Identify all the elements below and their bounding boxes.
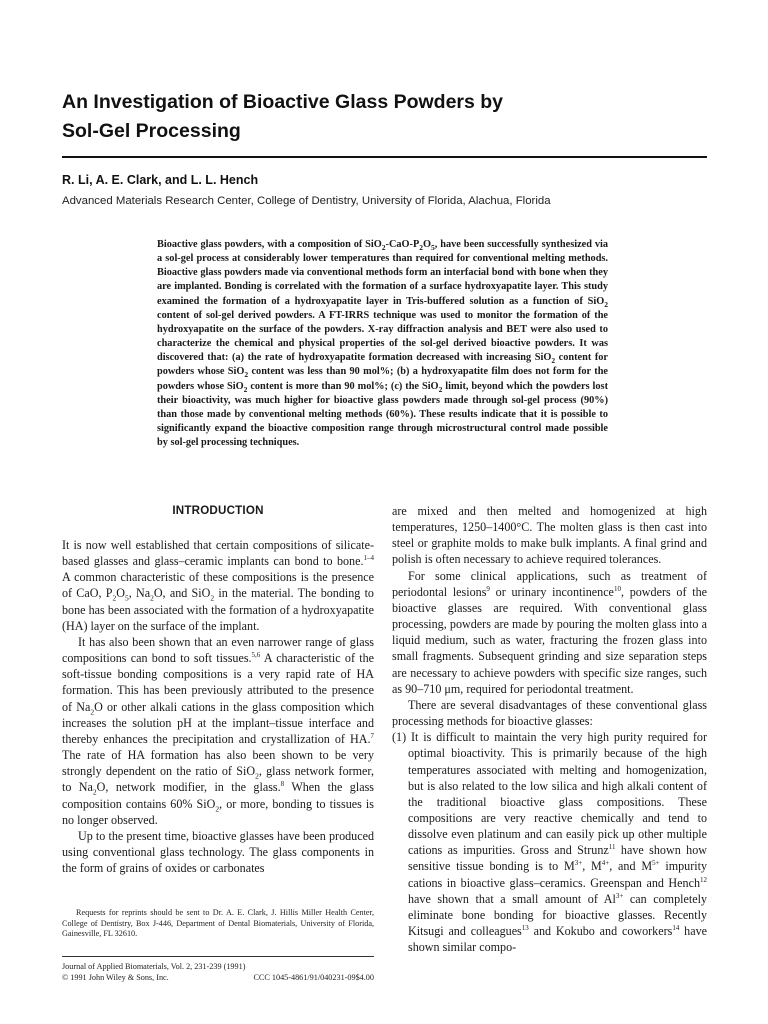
list-item-1: (1) It is difficult to maintain the very high purity required for optimal bioactivity. This is primarily because of the high temperatures associated with melting and homogenization, but is also related to the low silica and high alkali content of the traditional bioactive glass compositions. These compositions are very reactive chemically and tend to dissolve even platinum and can easily pick up other multiple cations as impurities. Gross and Strunz$^{11}$ have shown how sensitive tissue bonding is to $M^{3+}$, $M^{4+}$, and $M^{5+}$ impurity cations in bioactive glass–ceramics. Greenspan and Hench$^{12}$ have shown that a small amount of $Al^{3+}$ can completely eliminate bone bonding for bioactive glasses. Recently Kitsugi and colleagues$^{13}$ and Kokubo and coworkers$^{14}$ have shown similar compo- bbox=[392, 730, 707, 955]
affiliation: Advanced Materials Research Center, College of Dentistry, University of Florida, Alachua, Florida bbox=[62, 195, 551, 207]
right-paragraph-1: are mixed and then melted and homogenized at high temperatures, 1250–1400°C. The molten glass is then cast into steel or graphite molds to make bulk implants. A final grind and polish is often necessary to achieve required tolerances. bbox=[392, 504, 707, 567]
title-line-1: An Investigation of Bioactive Glass Powders by bbox=[62, 91, 504, 113]
section-heading-introduction: INTRODUCTION bbox=[172, 504, 264, 517]
citation[interactable]: 8 bbox=[280, 780, 285, 789]
reprint-footnote: Requests for reprints should be sent to Dr. A. E. Clark, J. Hillis Miller Health Center, College of Dentistry, Box J-446, Department of Dental Biomaterials, University of Florida, Gainesville, FL 32610. bbox=[62, 908, 374, 939]
author-list: R. Li, A. E. Clark, and L. L. Hench bbox=[62, 173, 259, 187]
right-paragraph-3: There are several disadvantages of these conventional glass processing methods for bioactive glasses: bbox=[392, 697, 707, 729]
right-paragraph-2: For some clinical applications, such as treatment of periodontal lesions$^9$ or urinary incontinence$^{10}$, powders of the bioactive glasses are required. With conventional glass processing, powders are made by pouring the molten glass into a liquid medium, such as water, fracturing the frozen glass into small fragments. Subsequent grinding and size separation steps are necessary to achieve powders with specific size ranges, such as 90–710 μm, required for periodontal treatment. bbox=[392, 568, 708, 696]
footer-rule bbox=[62, 956, 374, 957]
right-column bbox=[392, 503, 707, 955]
copyright: © 1991 John Wiley & Sons, Inc. bbox=[62, 972, 169, 982]
left-column bbox=[62, 503, 374, 876]
citation[interactable]: 13 bbox=[521, 924, 529, 933]
citation[interactable]: 11 bbox=[608, 843, 616, 852]
ccc-code: CCC 1045-4861/91/040231-09$4.00 bbox=[253, 972, 374, 982]
citation[interactable]: 1–4 bbox=[363, 554, 374, 563]
citation[interactable]: 14 bbox=[672, 924, 680, 933]
title-line-2: Sol-Gel Processing bbox=[62, 120, 241, 142]
intro-paragraph-2: It has also been shown that an even narrower range of glass compositions can bond to soft tissues.$^{5,6}$ A characteristic of the soft-tissue bonding compositions is a very rapid rate of HA formation. This has been previously attributed to the presence of $Na_2O$ or other alkali cations in the glass composition which increases the solution pH at the implant–tissue interface and thereby enhances the precipitation and crystallization of HA.$^7$ The rate of HA formation has also been shown to be very strongly dependent on the ratio of SiO$_2$, glass network former, to $Na_2O$, network modifier, in the glass.$^8$ When the glass composition contains 60% SiO$_2$, or more, bonding to tissues is no longer observed. bbox=[62, 634, 374, 827]
article-title bbox=[62, 88, 722, 146]
citation[interactable]: 10 bbox=[613, 584, 621, 593]
journal-footer bbox=[62, 962, 374, 983]
journal-citation: Journal of Applied Biomaterials, Vol. 2, 231-239 (1991) bbox=[62, 962, 246, 971]
citation[interactable]: 5,6 bbox=[251, 651, 261, 660]
intro-paragraph-3: Up to the present time, bioactive glasses have been produced using conventional glass technology. The glass components in the form of grains of oxides or carbonates bbox=[62, 828, 374, 876]
intro-paragraph-1: It is now well established that certain compositions of silicate-based glasses and glass–ceramic implants can bond to bone.$^{1-4}$ A common characteristic of these compositions is the presence of CaO, $P_2O_5$, $Na_2O$, and SiO$_2$ in the material. The bonding to bone has been associated with the formation of a hydroxyapatite (HA) layer on the surface of the implant. bbox=[62, 538, 374, 633]
title-rule bbox=[62, 156, 707, 158]
citation[interactable]: 12 bbox=[700, 875, 707, 884]
citation[interactable]: 7 bbox=[370, 731, 374, 740]
citation[interactable]: 9 bbox=[486, 584, 490, 593]
abstract: Bioactive glass powders, with a composition of $SiO_2-CaO-P_2O_5$, have been successfully synthesized via a sol-gel process at considerably lower temperatures than required for conventional melting methods. Bioactive glass powders made via conventional methods form an interfacial bond with bone when they are implanted. Bonding is correlated with the formation of a surface hydroxyapatite layer. This study examined the formation of a hydroxyapatite layer in Tris-buffered solution as a function of SiO$_2$ content of sol-gel derived powders. A FT-IRRS technique was used to monitor the formation of the hydroxyapatite on the surface of the powders. X-ray diffraction analysis and BET were also used to characterize the chemical and physical properties of the sol-gel derived bioactive powders. It was discovered that: (a) the rate of hydroxyapatite formation decreased with increasing SiO$_2$ content for powders whose SiO$_2$ content was less than 90 mol%; (b) a hydroxyapatite film does not form for the powders whose SiO$_2$ content is more than 90 mol%; (c) the SiO$_2$ limit, beyond which the powders lost their bioactivity, was much higher for bioactive glass powders made through sol-gel process (90%) than those made by conventional melting methods (60%). These results indicate that it is possible to significantly expand the bioactive composition range through microstructural control made possible by sol-gel processing techniques. bbox=[157, 239, 608, 449]
copyright-row bbox=[62, 973, 374, 984]
